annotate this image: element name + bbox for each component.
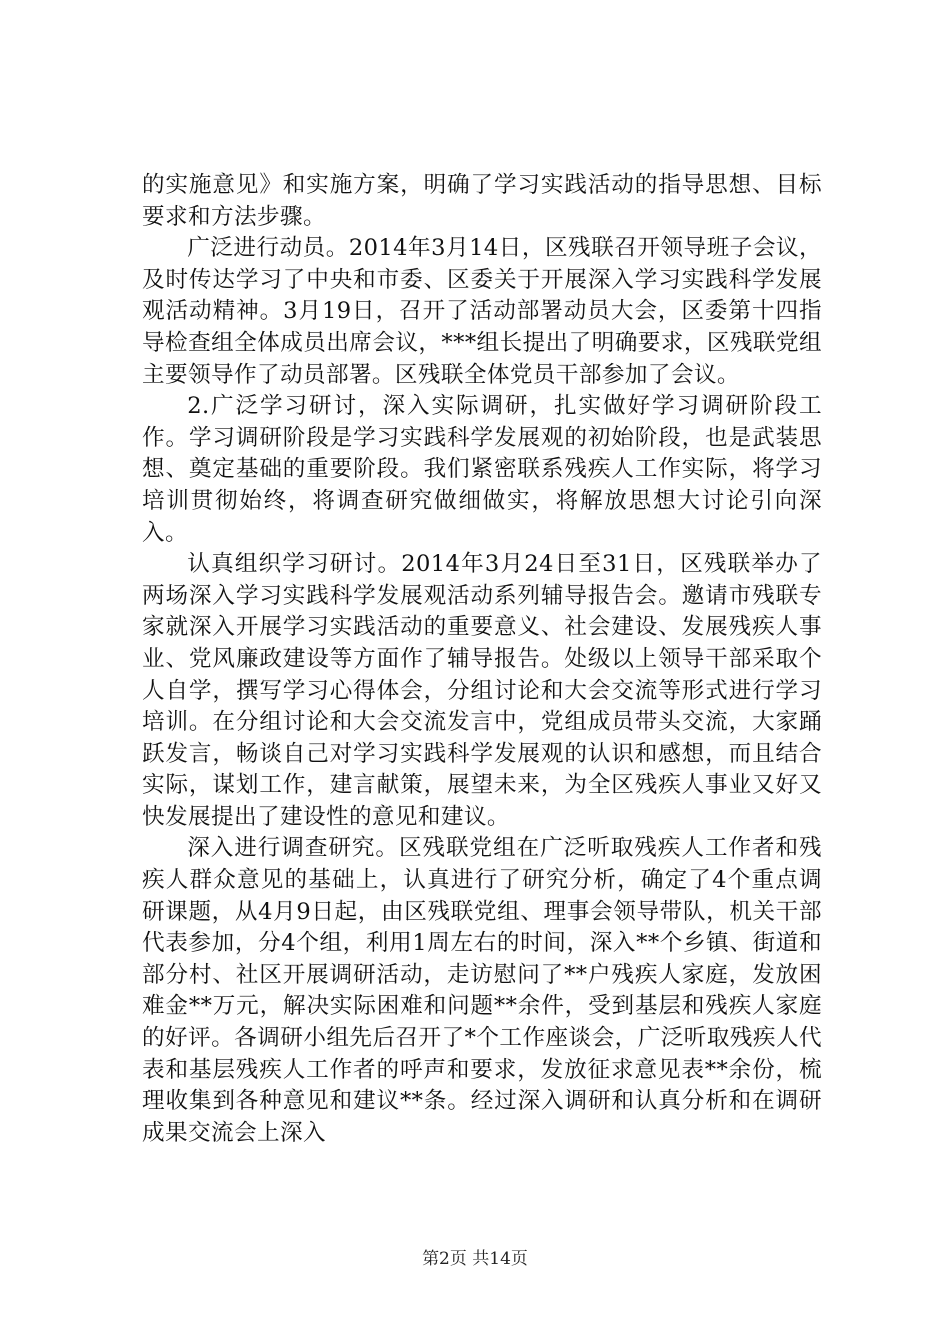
paragraph-2: 广泛进行动员。2014年3月14日，区残联召开领导班子会议，及时传达学习了中央和市委、区委关于开展深入学习实践科学发展观活动精神。3月19日，召开了活动部署动员大会，区委第十四指导检查组全体成员出席会议，***组长提出了明确要求，区残联党组主要领导作了动员部署。区残联全体党员干部参加了会议。 — [142, 235, 822, 388]
paragraph-5: 深入进行调查研究。区残联党组在广泛听取残疾人工作者和残疾人群众意见的基础上，认真进行了研究分析，确定了4个重点调研课题，从4月9日起，由区残联党组、理事会领导带队，机关干部代表参加，分4个组，利用1周左右的时间，深入**个乡镇、街道和部分村、社区开展调研活动，走访慰问了**户残疾人家庭，发放困难金**万元，解决实际困难和问题**余件，受到基层和残疾人家庭的好评。各调研小组先后召开了*个工作座谈会，广泛听取残疾人代表和基层残疾人工作者的呼声和要求，发放征求意见表**余份，梳理收集到各种意见和建议**条。经过深入调研和认真分析和在调研成果交流会上深入 — [142, 835, 822, 1146]
paragraph-1: 的实施意见》和实施方案，明确了学习实践活动的指导思想、目标要求和方法步骤。 — [142, 172, 822, 230]
paragraph-4: 认真组织学习研讨。2014年3月24日至31日，区残联举办了两场深入学习实践科学发展观活动系列辅导报告会。邀请市残联专家就深入开展学习实践活动的重要意义、社会建设、发展残疾人事业、党风廉政建设等方面作了辅导报告。处级以上领导干部采取个人自学，撰写学习心得体会，分组讨论和大会交流等形式进行学习培训。在分组讨论和大会交流发言中，党组成员带头交流，大家踊跃发言，畅谈自己对学习实践科学发展观的认识和感想，而且结合实际，谋划工作，建言献策，展望未来，为全区残疾人事业又好又快发展提出了建设性的意见和建议。 — [142, 551, 822, 830]
page-footer: 第2页 共14页 — [422, 1249, 528, 1269]
document-body — [142, 170, 822, 1149]
paragraph-3: 2.广泛学习研讨，深入实际调研，扎实做好学习调研阶段工作。学习调研阶段是学习实践科学发展观的初始阶段，也是武装思想、奠定基础的重要阶段。我们紧密联系残疾人工作实际，将学习培训贯彻始终，将调查研究做细做实，将解放思想大讨论引向深入。 — [142, 393, 822, 546]
